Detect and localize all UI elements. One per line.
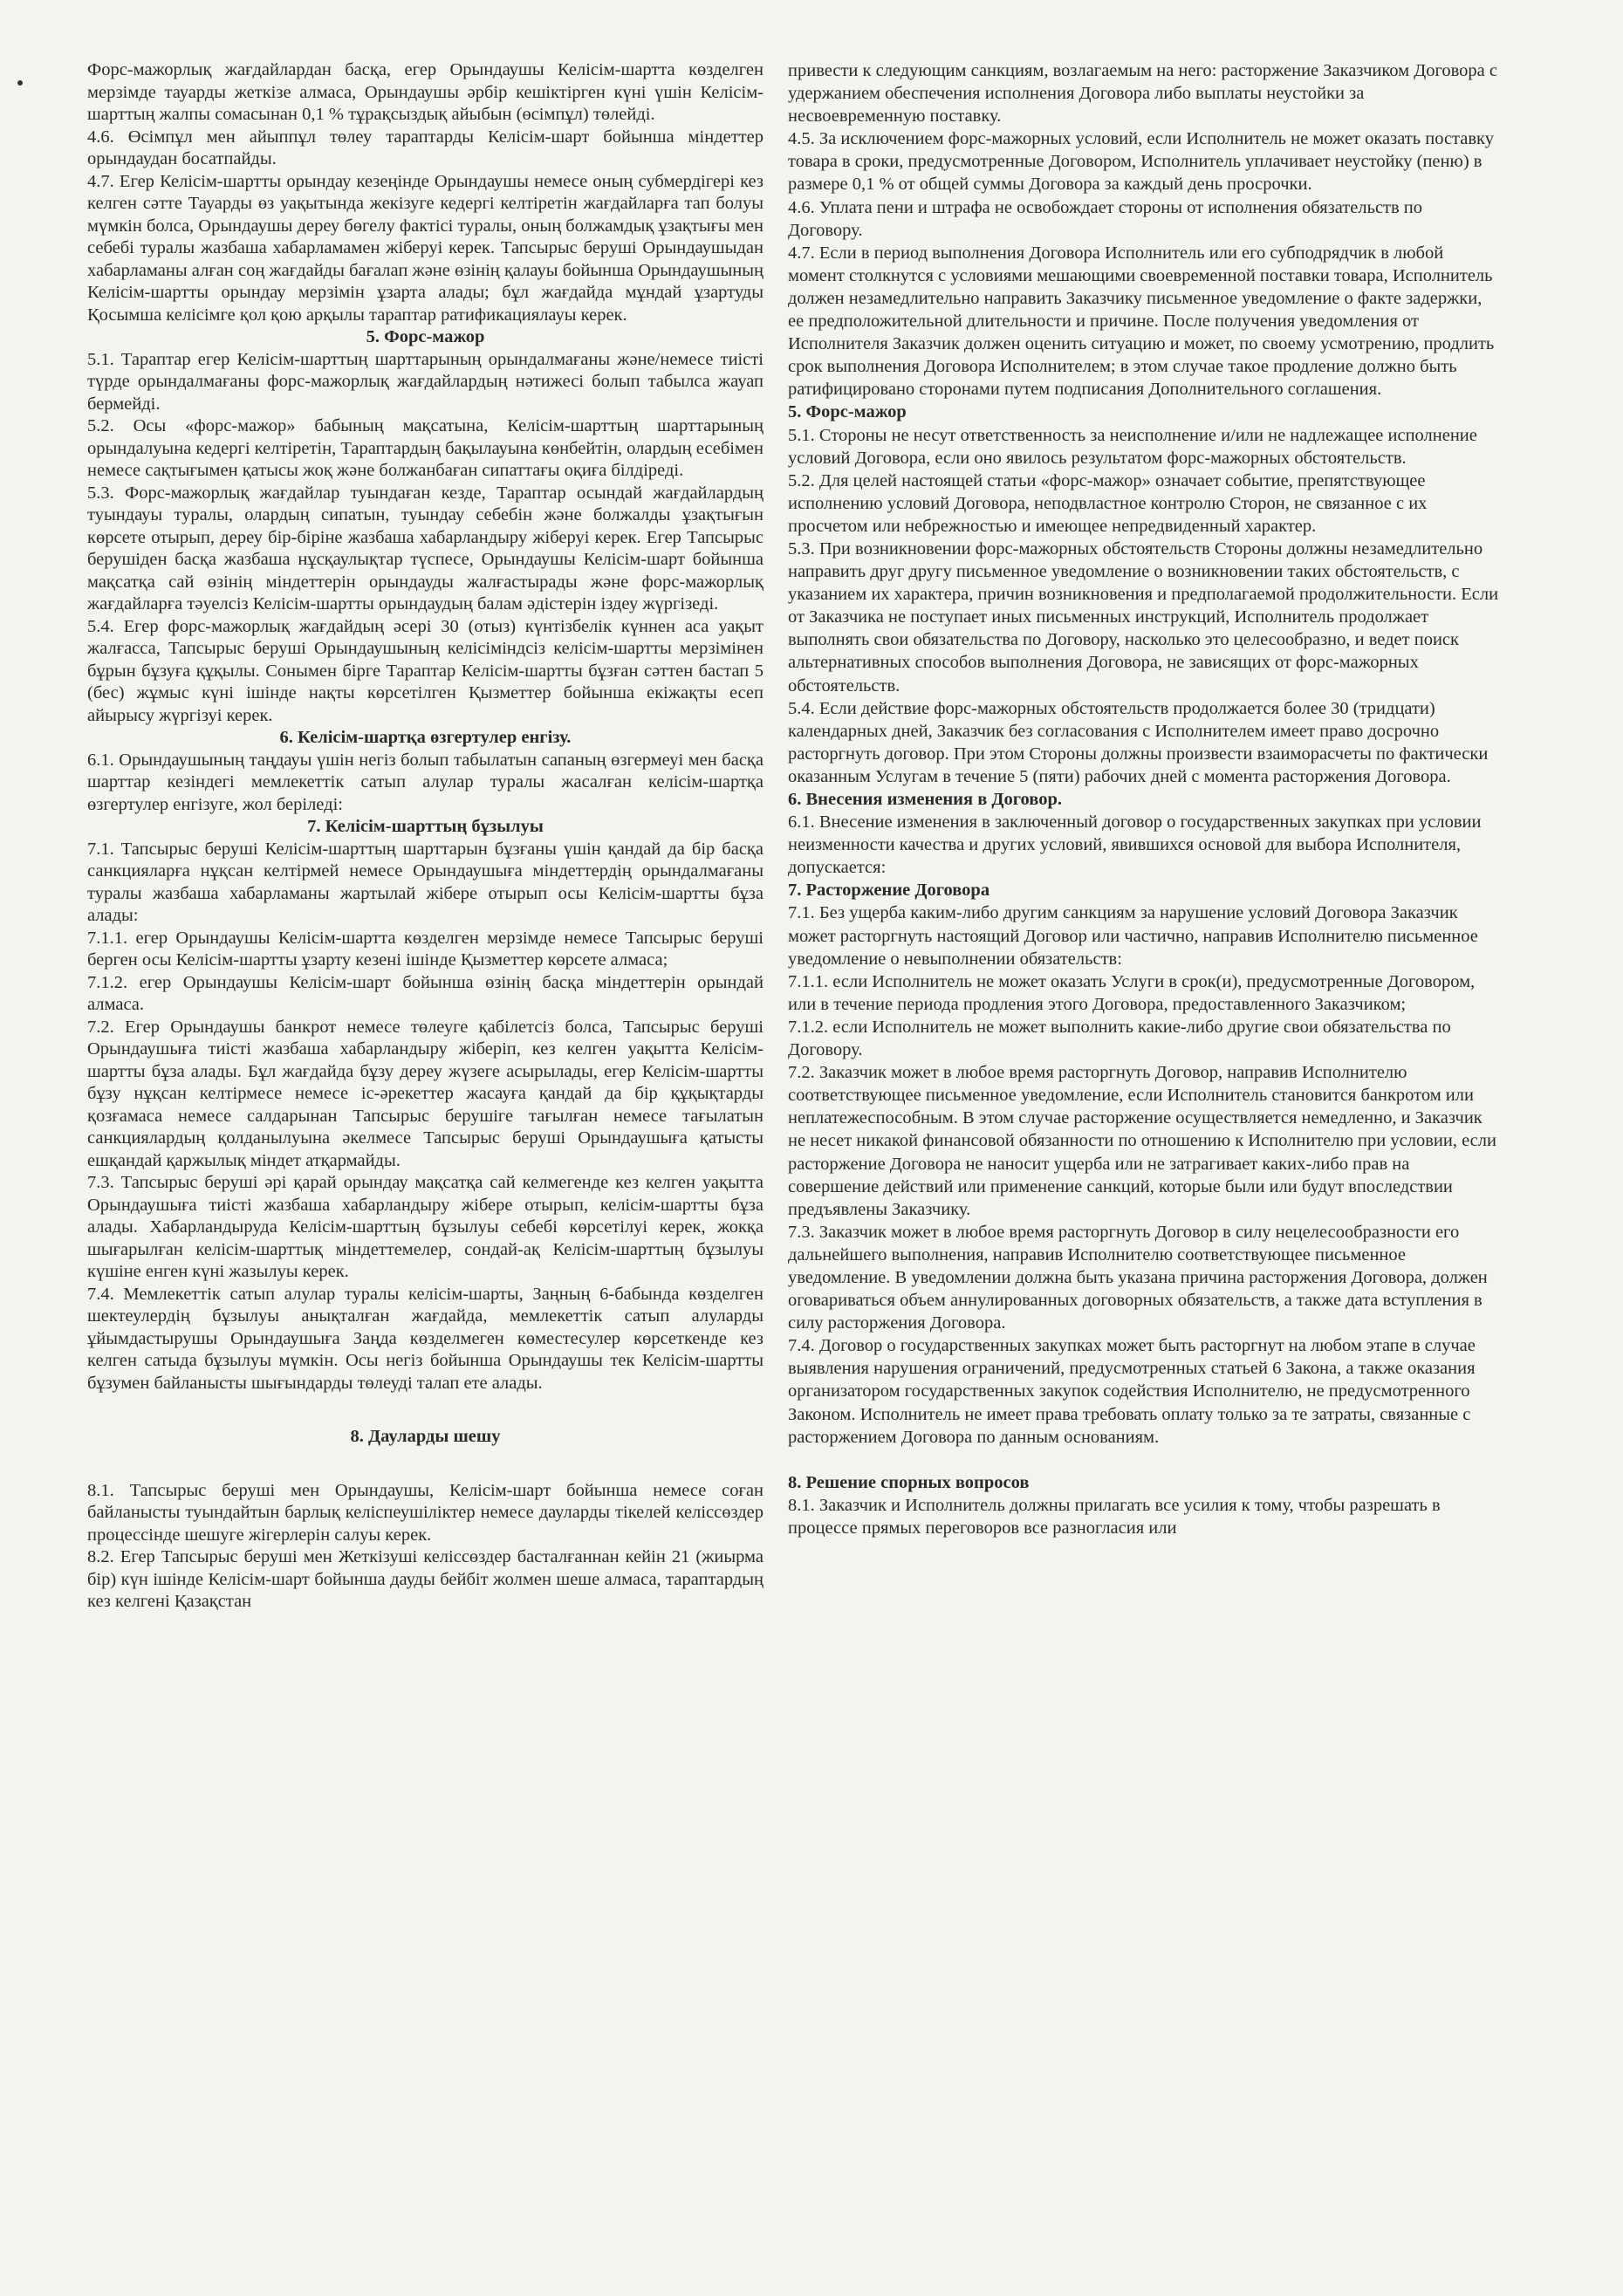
section-heading: 6. Внесения изменения в Договор.	[788, 790, 1062, 809]
paragraph: 5.2. Осы «форс-мажор» бабының мақсатына, Келісім-шарттың шарттарының орындалуына кедергі келтіретін, Тараптардың бақылауына көнбейтін, олардың есебімен немесе сақтығымен қатысы жоқ және болжанбаған сипаттағы оқиға білдіреді.	[87, 416, 764, 480]
section-heading: 5. Форс-мажор	[788, 402, 907, 422]
paragraph: 5.1. Стороны не несут ответственность за неисполнение и/или не надлежащее исполнение условий Договора, если оно явилось результатом форс-мажорных обстоятельств.	[788, 425, 1477, 468]
paragraph: 7.4. Мемлекеттік сатып алулар туралы келісім-шарты, Заңның 6-бабында көзделген шектеулердің бұзылуы анықталған жағдайда, мемлекеттік сатып алуларды ұйымдастырушы Орындаушыға Заңда көзделмеген көместесулер көрсеткенде кез келген сатыда бұзылуы мүмкін. Осы негіз бойынша Орындаушы тек Келісім-шартты бұзумен байланысты шығындарды төлеуді талап ете алады.	[87, 1284, 764, 1393]
paragraph: 4.6. Уплата пени и штрафа не освобождает стороны от исполнения обязательств по Договору.	[788, 197, 1423, 240]
paragraph: 8.1. Тапсырыс беруші мен Орындаушы, Келісім-шарт бойынша немесе соған байланысты туындайтын барлық келіспеушіліктер немесе дауларды тікелей келіссөздер процессінде шешуге жігерлерін салуы керек.	[87, 1480, 764, 1545]
section-heading: 8. Дауларды шешу	[350, 1427, 501, 1446]
paragraph: 6.1. Внесение изменения в заключенный договор о государственных закупках при условии неизменности качества и других условий, явившихся основой для выбора Исполнителя, допускается:	[788, 812, 1482, 878]
paragraph: привести к следующим санкциям, возлагаемым на него: расторжение Заказчиком Договора с удержанием обеспечения исполнения Договора либо выплаты неустойки за несвоевременную поставку.	[788, 61, 1497, 127]
paragraph: 7.1.1. если Исполнитель не может оказать Услуги в срок(и), предусмотренные Договором, или в течение периода продления этого Договора, предоставленного Заказчиком;	[788, 971, 1476, 1014]
paragraph: 7.1. Без ущерба каким-либо другим санкциям за нарушение условий Договора Заказчик может расторгнуть настоящий Договор или частично, направив Исполнителю письменное уведомление о невыполнении обязательств:	[788, 903, 1478, 969]
paragraph: 5.2. Для целей настоящей статьи «форс-мажор» означает событие, препятствующее исполнению условий Договора, неподвластное контролю Сторон, не связанное с их просчетом или небрежностью и имеющее непредвиденный характер.	[788, 470, 1428, 536]
paragraph: 7.3. Тапсырыс беруші әрі қарай орындау мақсатқа сай келмегенде кез келген уақытта Орындаушыға тиісті жазбаша хабарландыру жібере отырып, келісім-шартты бұза алады. Хабарландыруда Келісім-шарттың бұзылуы себебі көрсетілуі керек, жокқа шығарылған келісім-шарттық міндеттемелер, сондай-ақ Келісім-шарттың бұзылуы күшіне енген күні жазылуы керек.	[87, 1173, 764, 1281]
paragraph: 5.3. Форс-мажорлық жағдайлар туындаған кезде, Тараптар осындай жағдайлардың туындауы туралы, олардың сипатын, туындау себебін және болжалды ұзақтығын көрсете отырып, дереу бір-біріне жазбаша хабарландыру жіберуі керек. Егер Тапсырыс берушіден басқа жазбаша нұсқаулықтар түспесе, Орындаушы Келісім-шарт бойынша мақсатқа сай өзінің міндеттерін орындауды жалғастырады және форс-мажорлық жағдайларға тәуелсіз Келісім-шартты орындаудың балам әдістерін іздеу жүргізеді.	[87, 483, 764, 613]
paragraph: 4.7. Если в период выполнения Договора Исполнитель или его субподрядчик в любой момент столкнутся с условиями мешающими своевременной поставки товара, Исполнитель должен незамедлительно направить Заказчику письменное уведомление о факте задержки, ее предположительной длительности и причине. После получения уведомления от Исполнителя Заказчик должен оценить ситуацию и может, по своему усмотрению, продлить срок выполнения Договора Исполнителем; в этом случае такое продление должно быть ратифицировано сторонами путем подписания Дополнительного соглашения.	[788, 243, 1495, 400]
spacer	[87, 1395, 764, 1426]
paragraph: 7.4. Договор о государственных закупках может быть расторгнут на любом этапе в случае выявления нарушения ограничений, предусмотренных статьей 6 Закона, а также оказания организатором государственных закупок содействия Исполнителю, не предусмотренного Законом. Исполнитель не имеет права требовать оплату только за те затраты, связанные с расторжением Договора по данным основаниям.	[788, 1336, 1476, 1447]
paragraph: 4.6. Өсімпұл мен айыппұл төлеу тараптарды Келісім-шарт бойынша міндеттер орындаудан босатпайды.	[87, 127, 764, 168]
paragraph: 4.7. Егер Келісім-шартты орындау кезеңінде Орындаушы немесе оның субмердігері кез келген сәтте Тауарды өз уақытында жекізуге кедергі келтіретін жағдайларға тап болуы мүмкін болса, Орындаушы дереу бөгелу фактісі туралы, оның болжамдық ұзақтығы мен себебі туралы жазбаша хабарламамен жіберуі керек. Тапсырыс беруші Орындаушыдан хабарламаны алған соң жағдайды бағалап және өзінің қалауы бойынша Орындаушының Келісім-шартты орындау мерзімін ұзарта алады; бұл жағдайда мұндай ұзартуды Қосымша келісімге қол қою арқылы тараптар ратификациялауы керек.	[87, 171, 764, 325]
paragraph: 6.1. Орындаушының таңдауы үшін негіз болып табылатын сапаның өзгермеуі мен басқа шарттар кезіндегі мемлекеттік сатып алулар туралы жасалған келісім-шартқа өзгертулер енгізуге, жол беріледі:	[87, 750, 764, 814]
paragraph: 5.1. Тараптар егер Келісім-шарттың шарттарының орындалмағаны және/немесе тиісті түрде орындалмағаны форс-мажорлық жағдайлардың нәтижесі болып табылса жауап бермейді.	[87, 349, 764, 414]
spacer	[788, 1449, 1499, 1471]
paragraph: 7.1. Тапсырыс беруші Келісім-шарттың шарттарын бұзғаны үшін қандай да бір басқа санкцияларға нұқсан келтірмей немесе Орындаушыға міндеттердің орындалмағаны туралы жазбаша хабарламаны жартылай жібере отырып осы Келісім-шартты бұза алады:	[87, 839, 764, 925]
paragraph: 7.2. Заказчик может в любое время расторгнуть Договор, направив Исполнителю соответствующее письменное уведомление, если Исполнитель становится банкротом или неплатежеспособным. В этом случае расторжение осуществляется немедленно, и Заказчик не несет никакой финансовой обязанности по отношению к Исполнителю при условии, если расторжение Договора не наносит ущерба или не затрагивает каких-либо прав на совершение действий или применение санкций, которые были или будут впоследствии предъявлены Заказчику.	[788, 1063, 1496, 1219]
section-heading: 7. Расторжение Договора	[788, 881, 990, 901]
kazakh-text-column	[87, 59, 764, 2285]
paragraph: 8.2. Егер Тапсырыс беруші мен Жеткізуші келіссөздер басталғаннан кейін 21 (жиырма бір) күн ішінде Келісім-шарт бойынша дауды бейбіт жолмен шеше алмаса, тараптардың кез келгені Қазақстан	[87, 1547, 764, 1611]
paragraph: 8.1. Заказчик и Исполнитель должны прилагать все усилия к тому, чтобы разрешать в процессе прямых переговоров все разногласия или	[788, 1495, 1441, 1538]
scan-speck	[17, 80, 23, 86]
spacer	[87, 1449, 764, 1480]
paragraph: 7.2. Егер Орындаушы банкрот немесе төлеуге қабілетсіз болса, Тапсырыс беруші Орындаушыға тиісті жазбаша хабарландыру жіберіп, кез келген уақытта Келісім-шартты бұза алады. Бұл жағдайда бұзу дереу жүзеге асырылады, егер Келісім-шартты бұзу нұқсан келтірмесе немесе іс-әрекеттер жасауға қандай да бір құқықтарды қозғамаса немесе салдарынан Тапсырыс берушіге тағылған немесе тағылатын санкциялардың қолданылуына әкелмесе Тапсырыс беруші Орындаушыға қатысты ешқандай қаржылық міндет атқармайды.	[87, 1017, 764, 1170]
section-heading: 8. Решение спорных вопросов	[788, 1472, 1030, 1492]
paragraph: Форс-мажорлық жағдайлардан басқа, егер Орындаушы Келісім-шартта көзделген мерзімде тауарды жеткізе алмаса, Орындаушы әрбір кешіктірген күні үшін Келісім-шарттың жалпы сомасынан 0,1 % тұрақсыздық айыбын (өсімпұл) төлейді.	[87, 60, 764, 124]
paragraph: 7.1.2. если Исполнитель не может выполнить какие-либо другие свои обязательства по Договору.	[788, 1017, 1451, 1060]
russian-text-column	[788, 59, 1499, 2285]
paragraph: 5.4. Егер форс-мажорлық жағдайдың әсері 30 (отыз) күнтізбелік күннен аса уақыт жалғасса, Тапсырыс беруші Орындаушының келісіміндсіз келісім-шартты мерзімінен бұрын бұзуға құқылы. Сонымен бірге Тараптар Келісім-шартты бұзған сәттен бастап 5 (бес) жұмыс күні ішінде нақты көрсетілген Қызметтер бойынша екіжақты есеп айырысу жүргізуі керек.	[87, 616, 764, 725]
section-heading: 6. Келісім-шартқа өзгертулер енгізу.	[279, 728, 572, 747]
paragraph: 5.4. Если действие форс-мажорных обстоятельств продолжается более 30 (тридцати) календарных дней, Заказчик без согласования с Исполнителем имеет право досрочно расторгнуть договор. При этом Стороны должны произвести взаиморасчеты по фактически оказанным Услугам в течение 5 (пяти) рабочих дней с момента расторжения Договора.	[788, 698, 1489, 786]
paragraph: 5.3. При возникновении форс-мажорных обстоятельств Стороны должны незамедлительно направить друг другу письменное уведомление о возникновении таких обстоятельств, с указанием их характера, причин возникновения и предполагаемой продолжительности. Если от Заказчика не поступает иных письменных инструкций, Исполнитель продолжает выполнять свои обязательства по Договору, насколько это целесообразно, и ведет поиск альтернативных способов выполнения Договора, не зависящих от форс-мажорных обстоятельств.	[788, 538, 1499, 696]
paragraph: 7.1.2. егер Орындаушы Келісім-шарт бойынша өзінің басқа міндеттерін орындай алмаса.	[87, 972, 764, 1014]
section-heading: 5. Форс-мажор	[366, 327, 485, 346]
paragraph: 4.5. За исключением форс-мажорных условий, если Исполнитель не может оказать поставку товара в сроки, предусмотренные Договором, Исполнитель уплачивает неустойку (пеню) в размере 0,1 % от общей суммы Договора за каждый день просрочки.	[788, 129, 1494, 195]
section-heading: 7. Келісім-шарттың бұзылуы	[307, 817, 544, 836]
paragraph: 7.3. Заказчик может в любое время расторгнуть Договор в силу нецелесообразности его дальнейшего выполнения, направив Исполнителю соответствующее письменное уведомление. В уведомлении должна быть указана причина расторжения Договора, должен оговариваться объем аннулированных договорных обязательств, а также дата вступления в силу расторжения Договора.	[788, 1222, 1488, 1333]
paragraph: 7.1.1. егер Орындаушы Келісім-шартта көзделген мерзімде немесе Тапсырыс беруші берген осы Келісім-шартты ұзарту кезені ішінде Қызметтер көрсете алмаса;	[87, 928, 764, 970]
